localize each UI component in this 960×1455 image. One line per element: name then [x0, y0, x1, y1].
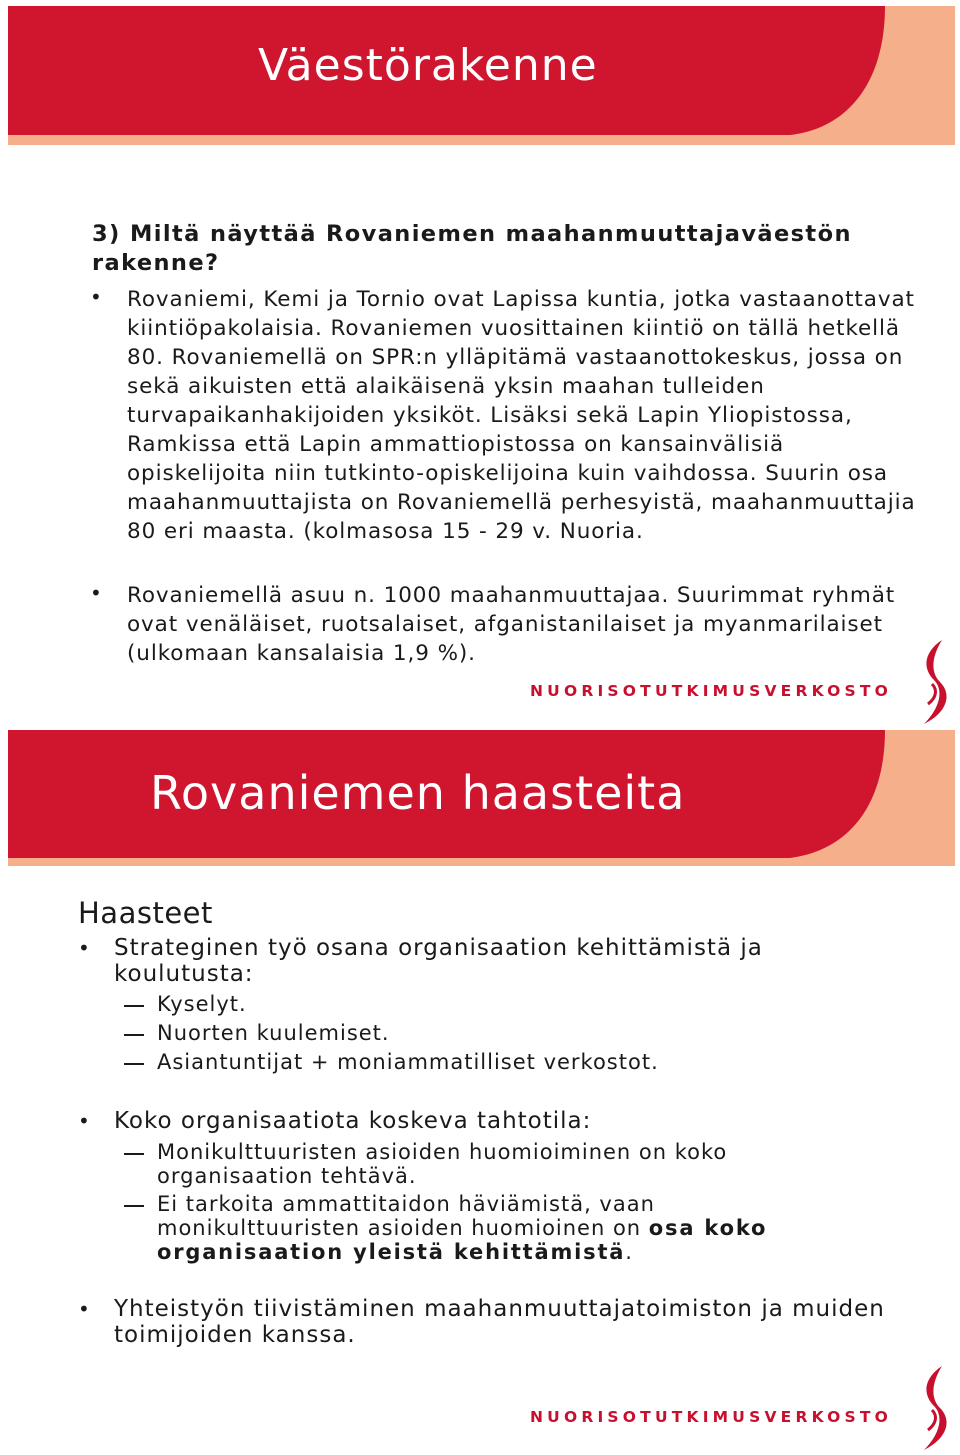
sub-bullet-text: Nuorten kuulemiset. [157, 1021, 390, 1045]
bullet-dot-icon: • [78, 1297, 90, 1321]
dash-icon [124, 1063, 144, 1065]
sub-bullet-text: Kyselyt. [157, 992, 247, 1016]
sub-bullet-text-prefix: Ei tarkoita ammattitaidon häviämistä, vaan monikulttuuristen asioiden huomioinen on [157, 1192, 655, 1240]
section-heading: Haasteet [78, 896, 213, 930]
sub-bullet-text [157, 1192, 857, 1264]
bullet-text: Rovaniemi, Kemi ja Tornio ovat Lapissa kuntia, jotka vastaanottavat kiintiöpakolaisia. Rovaniemen vuosittainen kiintiö on tällä hetkellä 80. Rovaniemellä on SPR:n ylläpitämä vastaanottokeskus, jossa on sekä aikuisten että alaikäisenä yksin maahan tulleiden turvapaikanhakijoiden yksiköt. Lisäksi sekä Lapin Yliopistossa, Ramkissa että Lapin ammattiopistossa on kansainvälisiä opiskelijoita niin tutkinto-opiskelijoina kuin vaihdossa. Suurin osa maahanmuuttajista on Rovaniemellä perhesyistä, maahanmuuttajia 80 eri maasta. (kolmasosa 15 - 29 v. Nuoria. [127, 287, 916, 544]
bullet-dot-icon: • [90, 285, 102, 309]
swirl-logo-icon [918, 638, 952, 728]
title-banner [0, 728, 960, 878]
sub-bullet-text-suffix: . [625, 1240, 633, 1264]
dash-icon [124, 1153, 144, 1155]
bullet-text: Strateginen työ osana organisaation kehittämistä ja koulutusta: [114, 935, 763, 987]
bullet-dot-icon: • [90, 581, 102, 605]
title-banner [0, 0, 960, 150]
dash-icon [124, 1005, 144, 1007]
sub-bullet-text: Monikulttuuristen asioiden huomioiminen on koko organisaation tehtävä. [157, 1140, 728, 1188]
slide-title: Väestörakenne [258, 40, 598, 91]
dash-icon [124, 1034, 144, 1036]
logo-text: NUORISOTUTKIMUSVERKOSTO [530, 1408, 892, 1426]
slide-title: Rovaniemen haasteita [150, 766, 686, 820]
question-heading: 3) Miltä näyttää Rovaniemen maahanmuuttajaväestön rakenne? [92, 221, 852, 276]
slide-2 [0, 728, 960, 1455]
nuorisotutkimusverkosto-logo [530, 1364, 950, 1454]
bullet-text: Koko organisaatiota koskeva tahtotila: [114, 1108, 592, 1134]
bullet-dot-icon: • [78, 936, 90, 960]
bullet-dot-icon: • [78, 1109, 90, 1133]
swirl-logo-icon [918, 1364, 952, 1454]
bullet-text: Yhteistyön tiivistäminen maahanmuuttajatoimiston ja muiden toimijoiden kanssa. [114, 1296, 885, 1348]
sub-bullet-text-bold: osa koko organisaation yleistä kehittämistä [157, 1216, 768, 1264]
logo-text: NUORISOTUTKIMUSVERKOSTO [530, 682, 892, 700]
sub-bullet-text: Asiantuntijat + moniammatilliset verkostot. [157, 1050, 659, 1074]
dash-icon [124, 1205, 144, 1207]
bullet-text: Rovaniemellä asuu n. 1000 maahanmuuttajaa. Suurimmat ryhmät ovat venäläiset, ruotsalaiset, afganistanilaiset ja myanmarilaiset (ulkomaan kansalaisia 1,9 %). [127, 583, 896, 666]
nuorisotutkimusverkosto-logo [530, 638, 950, 728]
